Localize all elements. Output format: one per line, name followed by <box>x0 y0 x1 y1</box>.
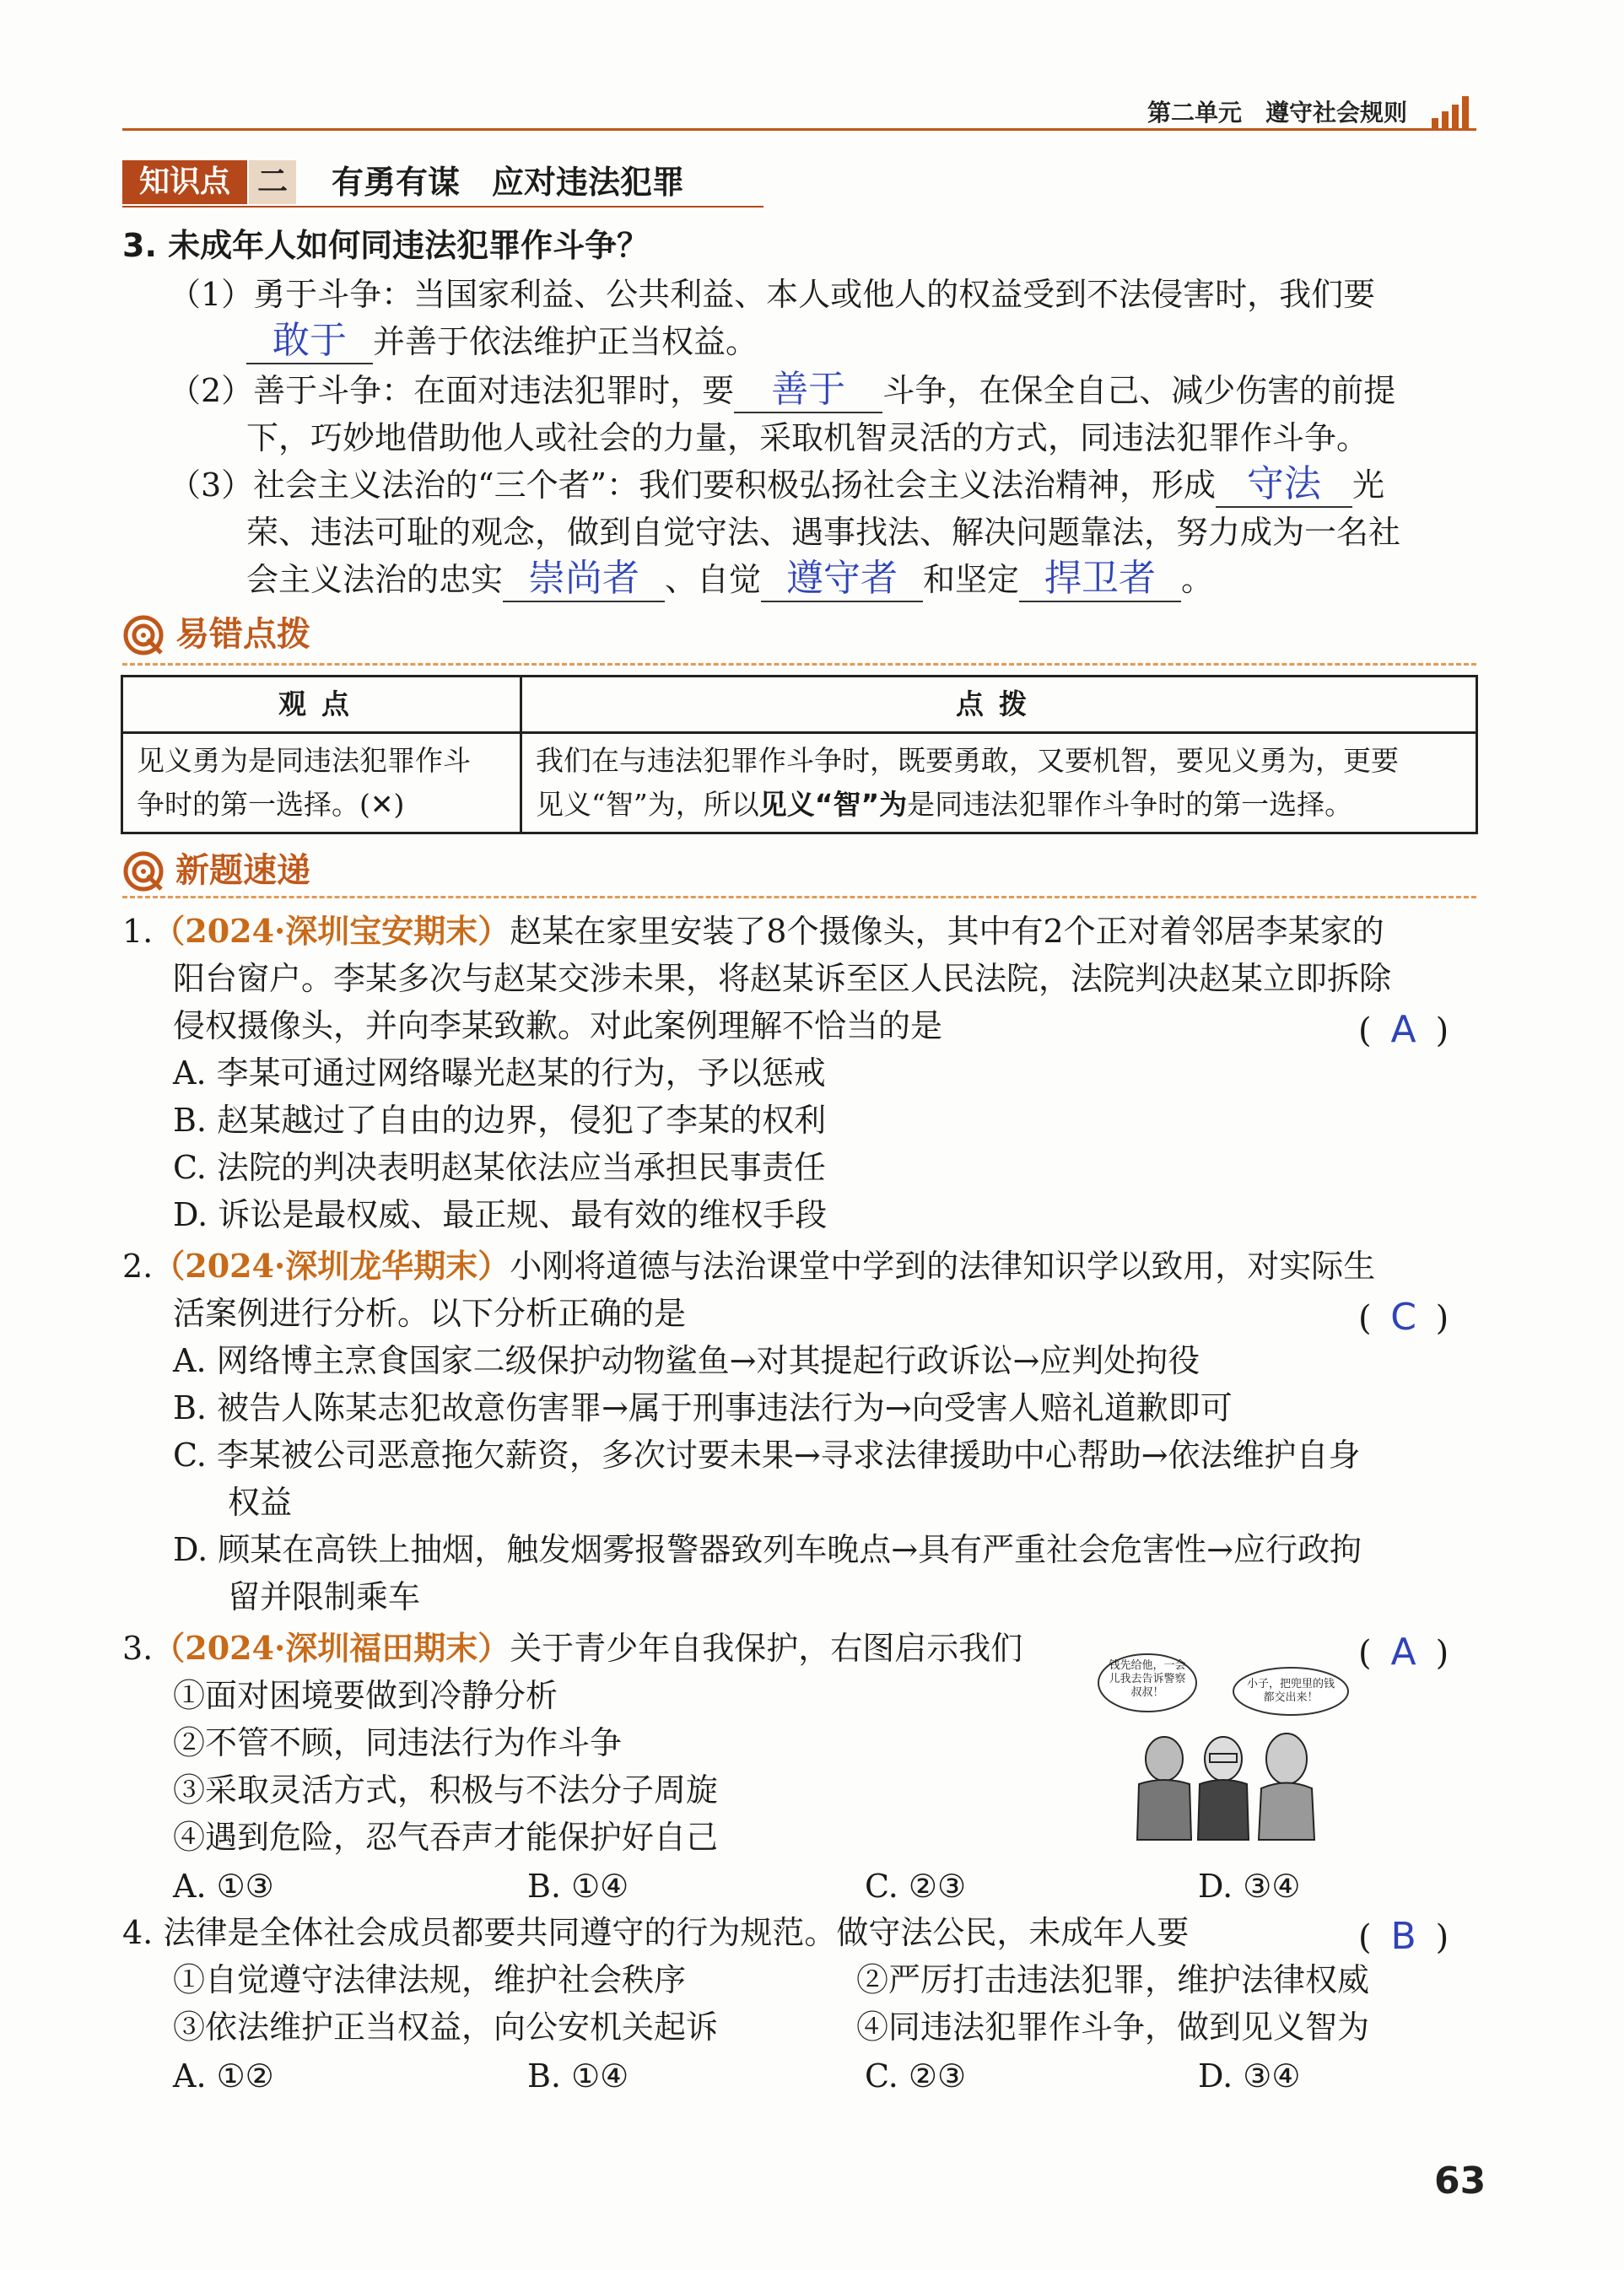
tips-header-view: 观点 <box>122 677 521 733</box>
news-q4-line1: 4. 法律是全体社会成员都要共同遵守的行为规范。做守法公民，未成年人要 <box>122 1914 1190 1951</box>
news-q4-statement-4: ④同违法犯罪作斗争，做到见义智为 <box>856 2008 1370 2046</box>
news-q3-statement-3: ③采取灵活方式，积极与不法分子周旋 <box>173 1771 719 1809</box>
news-q1-option-b: B. 赵某越过了自由的边界，侵犯了李某的权利 <box>173 1102 827 1139</box>
news-q2-option-c-cont: 权益 <box>228 1484 293 1521</box>
news-q4-statement-3: ③依法维护正当权益，向公安机关起诉 <box>173 2008 719 2046</box>
news-q2-option-d-cont: 留并限制乘车 <box>228 1578 421 1615</box>
news-q4-option-a: A. ①② <box>173 2057 274 2095</box>
target-icon <box>122 614 165 656</box>
kp-title: 有勇有谋 应对违法犯罪 <box>332 164 685 201</box>
news-q1-option-a: A. 李某可通过网络曝光赵某的行为，予以惩戒 <box>173 1054 826 1092</box>
news-q2-line1: 2.（2024·深圳龙华期末）小刚将道德与法治课堂中学到的法律知识学以致用，对实际生 <box>122 1247 1376 1285</box>
news-q4-option-b: B. ①④ <box>527 2057 629 2095</box>
q3-p3-line2: 荣、违法可耻的观念，做到自觉守法、遇事找法、解决问题靠法，努力成为一名社 <box>246 514 1401 551</box>
kp-number: 二 <box>249 160 296 204</box>
answer-good-at: 善于 <box>771 368 846 411</box>
news-q3-option-c: C. ②③ <box>865 1868 967 1905</box>
news-q3-statement-4: ④遇到危险，忍气吞声才能保护好自己 <box>173 1819 719 1856</box>
bubble-1: 钱先给他，一会儿我去告诉警察叔叔！ <box>1109 1659 1186 1699</box>
header-rule <box>122 128 1476 131</box>
answer-dare: 敢于 <box>272 319 347 362</box>
answer-defender: 捍卫者 <box>1044 557 1157 600</box>
news-q2-line2: 活案例进行分析。以下分析正确的是 <box>173 1295 687 1332</box>
news-q3-statement-2: ②不管不顾，同违法行为作斗争 <box>173 1724 623 1761</box>
news-divider <box>122 896 1476 898</box>
news-q4-option-c: C. ②③ <box>865 2057 967 2095</box>
bubble-2: 小子，把兜里的钱都交出来！ <box>1246 1678 1335 1704</box>
news-q1-option-c: C. 法院的判决表明赵某依法应当承担民事责任 <box>173 1149 826 1186</box>
tips-view-cell: 见义勇为是同违法犯罪作斗 争时的第一选择。(✕) <box>122 733 521 833</box>
q3-p3-line1: （3）社会主义法治的“三个者”：我们要积极弘扬社会主义法治精神，形成 守法 光 <box>169 461 1384 510</box>
news-q3-statement-1: ①面对困境要做到冷静分析 <box>173 1677 558 1714</box>
q3-p1-line2: 敢于 并善于依法维护正当权益。 <box>246 317 758 366</box>
answer-law-abiding: 守法 <box>1247 462 1322 505</box>
page-number: 63 <box>1434 2159 1486 2203</box>
q3-p3-line3: 会主义法治的忠实 崇尚者 、自觉 遵守者 和坚定 捍卫者 。 <box>246 555 1213 604</box>
tips-title: 易错点拨 <box>175 615 310 654</box>
news-title: 新题速递 <box>175 851 310 890</box>
news-q2-option-d: D. 顾某在高铁上抽烟，触发烟雾报警器致列车晚点→具有严重社会危害性→应行政拘 <box>173 1531 1362 1568</box>
q3-p2-line1: （2）善于斗争：在面对违法犯罪时，要 善于 斗争，在保全自己、减少伤害的前提 <box>169 366 1395 415</box>
tips-divider <box>122 663 1476 666</box>
news-q2-option-b: B. 被告人陈某志犯故意伤害罪→属于刑事违法行为→向受害人赔礼道歉即可 <box>173 1389 1233 1426</box>
news-q2-option-c: C. 李某被公司恶意拖欠薪资，多次讨要未果→寻求法律援助中心帮助→依法维护自身 <box>173 1437 1361 1474</box>
answer-observer: 遵守者 <box>786 557 898 600</box>
news-q4-option-d: D. ③④ <box>1198 2057 1301 2095</box>
news-q3-option-b: B. ①④ <box>527 1868 629 1905</box>
news-q1-answer: ( A ) <box>1358 1008 1449 1051</box>
news-q4-statement-2: ②严厉打击违法犯罪，维护法律权威 <box>856 1961 1370 1998</box>
news-q3-answer: ( A ) <box>1358 1631 1449 1674</box>
q3-p2-line2: 下，巧妙地借助他人或社会的力量，采取机智灵活的方式，同违法犯罪作斗争。 <box>246 419 1369 456</box>
news-q1-line1: 1.（2024·深圳宝安期末）赵某在家里安装了8个摄像头，其中有2个正对着邻居李某家的 <box>122 912 1384 950</box>
news-q3-option-a: A. ①③ <box>173 1868 274 1905</box>
news-q4-statement-1: ①自觉遵守法律法规，维护社会秩序 <box>173 1961 687 1998</box>
cartoon-illustration <box>1097 1641 1350 1843</box>
answer-advocate: 崇尚者 <box>528 557 640 600</box>
news-q1-option-d: D. 诉讼是最权威、最正规、最有效的维权手段 <box>173 1196 828 1233</box>
news-q2-answer: ( C ) <box>1358 1296 1449 1339</box>
q3-stem: 3. 未成年人如何同违法犯罪作斗争？ <box>122 227 650 264</box>
news-q4-answer: ( B ) <box>1358 1915 1449 1958</box>
news-q3-option-d: D. ③④ <box>1198 1868 1301 1905</box>
news-q3-line1: 3.（2024·深圳福田期末）关于青少年自我保护，右图启示我们 <box>122 1629 1023 1667</box>
target-icon-2 <box>122 850 165 892</box>
q3-p1-line1: （1）勇于斗争：当国家利益、公共利益、本人或他人的权益受到不法侵害时，我们要 <box>169 276 1376 313</box>
knowledge-point-heading <box>122 160 763 208</box>
tips-header-advice: 点拨 <box>521 677 1477 733</box>
bar-icon <box>1432 94 1474 128</box>
tips-table <box>121 675 1478 834</box>
news-q1-line3: 侵权摄像头，并向李某致歉。对此案例理解不恰当的是 <box>173 1007 943 1044</box>
tips-advice-cell: 我们在与违法犯罪作斗争时，既要勇敢，又要机智，要见义勇为，更要 见义“智”为，所以见义“智”为是同违法犯罪作斗争时的第一选择。 <box>521 733 1477 833</box>
kp-tag: 知识点 <box>122 160 247 204</box>
news-q1-line2: 阳台窗户。李某多次与赵某交涉未果，将赵某诉至区人民法院，法院判决赵某立即拆除 <box>173 960 1392 997</box>
unit-title: 第二单元 遵守社会规则 <box>1147 99 1408 127</box>
news-q2-option-a: A. 网络博主烹食国家二级保护动物鲨鱼→对其提起行政诉讼→应判处拘役 <box>173 1342 1200 1379</box>
